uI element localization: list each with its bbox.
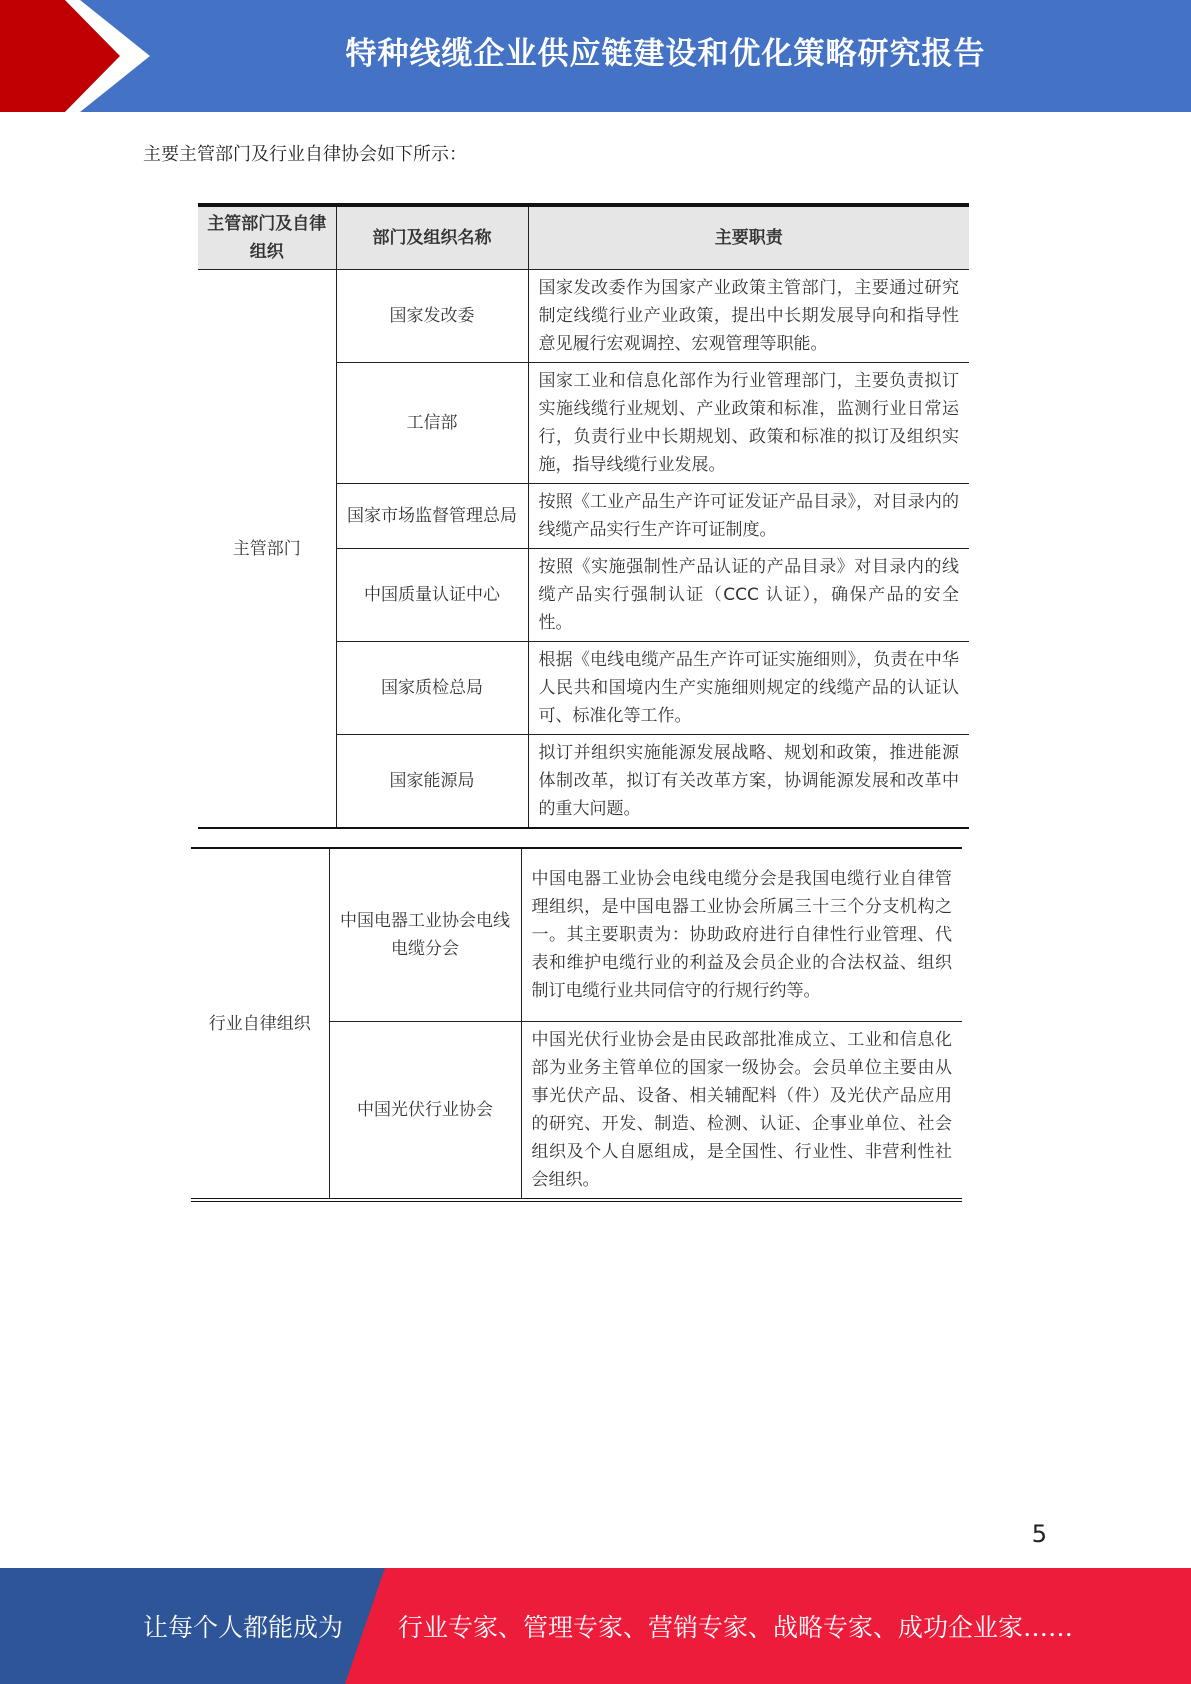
- table-row: [198, 270, 969, 363]
- intro-text: 主要主管部门及行业自律协会如下所示：: [143, 144, 467, 165]
- org-name-cell: 国家发改委: [336, 270, 528, 363]
- org-duty-cell: 按照《实施强制性产品认证的产品目录》对目录内的线缆产品实行强制认证（CCC 认证），确保产品的安全性。: [528, 549, 969, 642]
- org-duty-cell: 中国光伏行业协会是由民政部批准成立、工业和信息化部为业务主管单位的国家一级协会。会员单位主要由从事光伏产品、设备、相关辅配料（件）及光伏产品应用的研究、开发、制造、检测、认证、企事业单位、社会组织及个人自愿组成，是全国性、行业性、非营利性社会组织。: [521, 1022, 962, 1201]
- org-name-cell: 中国光伏行业协会: [329, 1022, 521, 1201]
- org-duty-cell: 根据《电线电缆产品生产许可证实施细则》，负责在中华人民共和国境内生产实施细则规定的线缆产品的认证认可、标准化等工作。: [528, 642, 969, 735]
- associations-table: [191, 847, 962, 1202]
- org-duty-cell: 中国电器工业协会电线电缆分会是我国电缆行业自律管理组织，是中国电器工业协会所属三十三个分支机构之一。其主要职责为：协助政府进行自律性行业管理、代表和维护电缆行业的利益及会员企业的合法权益、组织制订电缆行业共同信守的行规行约等。: [521, 848, 962, 1022]
- org-name-cell: 中国电器工业协会电线电缆分会: [329, 848, 521, 1022]
- table-header-row: [198, 205, 969, 270]
- org-name-cell: 国家能源局: [336, 735, 528, 829]
- org-name-cell: 中国质量认证中心: [336, 549, 528, 642]
- org-duty-cell: 国家发改委作为国家产业政策主管部门，主要通过研究制定线缆行业产业政策，提出中长期发展导向和指导性意见履行宏观调控、宏观管理等职能。: [528, 270, 969, 363]
- org-duty-cell: 拟订并组织实施能源发展战略、规划和政策，推进能源体制改革，拟订有关改革方案，协调能源发展和改革中的重大问题。: [528, 735, 969, 829]
- org-name-cell: 国家质检总局: [336, 642, 528, 735]
- header-cell-category: 主管部门及自律组织: [198, 205, 336, 270]
- red-chevron-decoration: [0, 0, 150, 112]
- page-footer: [0, 1568, 1191, 1684]
- page-number: 5: [1031, 1520, 1047, 1548]
- report-title: 特种线缆企业供应链建设和优化策略研究报告: [345, 35, 986, 72]
- table-row: [191, 848, 962, 1022]
- header-cell-name: 部门及组织名称: [336, 205, 528, 270]
- authorities-table: [198, 203, 969, 829]
- org-name-cell: 国家市场监督管理总局: [336, 484, 528, 549]
- footer-slogan-right: 行业专家、管理专家、营销专家、战略专家、成功企业家……: [398, 1613, 1074, 1642]
- header-cell-duty: 主要职责: [528, 205, 969, 270]
- footer-slogan-left: 让每个人都能成为: [143, 1613, 344, 1642]
- org-name-cell: 工信部: [336, 363, 528, 484]
- org-duty-cell: 按照《工业产品生产许可证发证产品目录》，对目录内的线缆产品实行生产许可证制度。: [528, 484, 969, 549]
- page-header: [0, 0, 1191, 112]
- group-cell: 行业自律组织: [191, 848, 329, 1200]
- org-duty-cell: 国家工业和信息化部作为行业管理部门，主要负责拟订实施线缆行业规划、产业政策和标准，监测行业日常运行，负责行业中长期规划、政策和标准的拟订及组织实施，指导线缆行业发展。: [528, 363, 969, 484]
- group-cell: 主管部门: [198, 270, 336, 829]
